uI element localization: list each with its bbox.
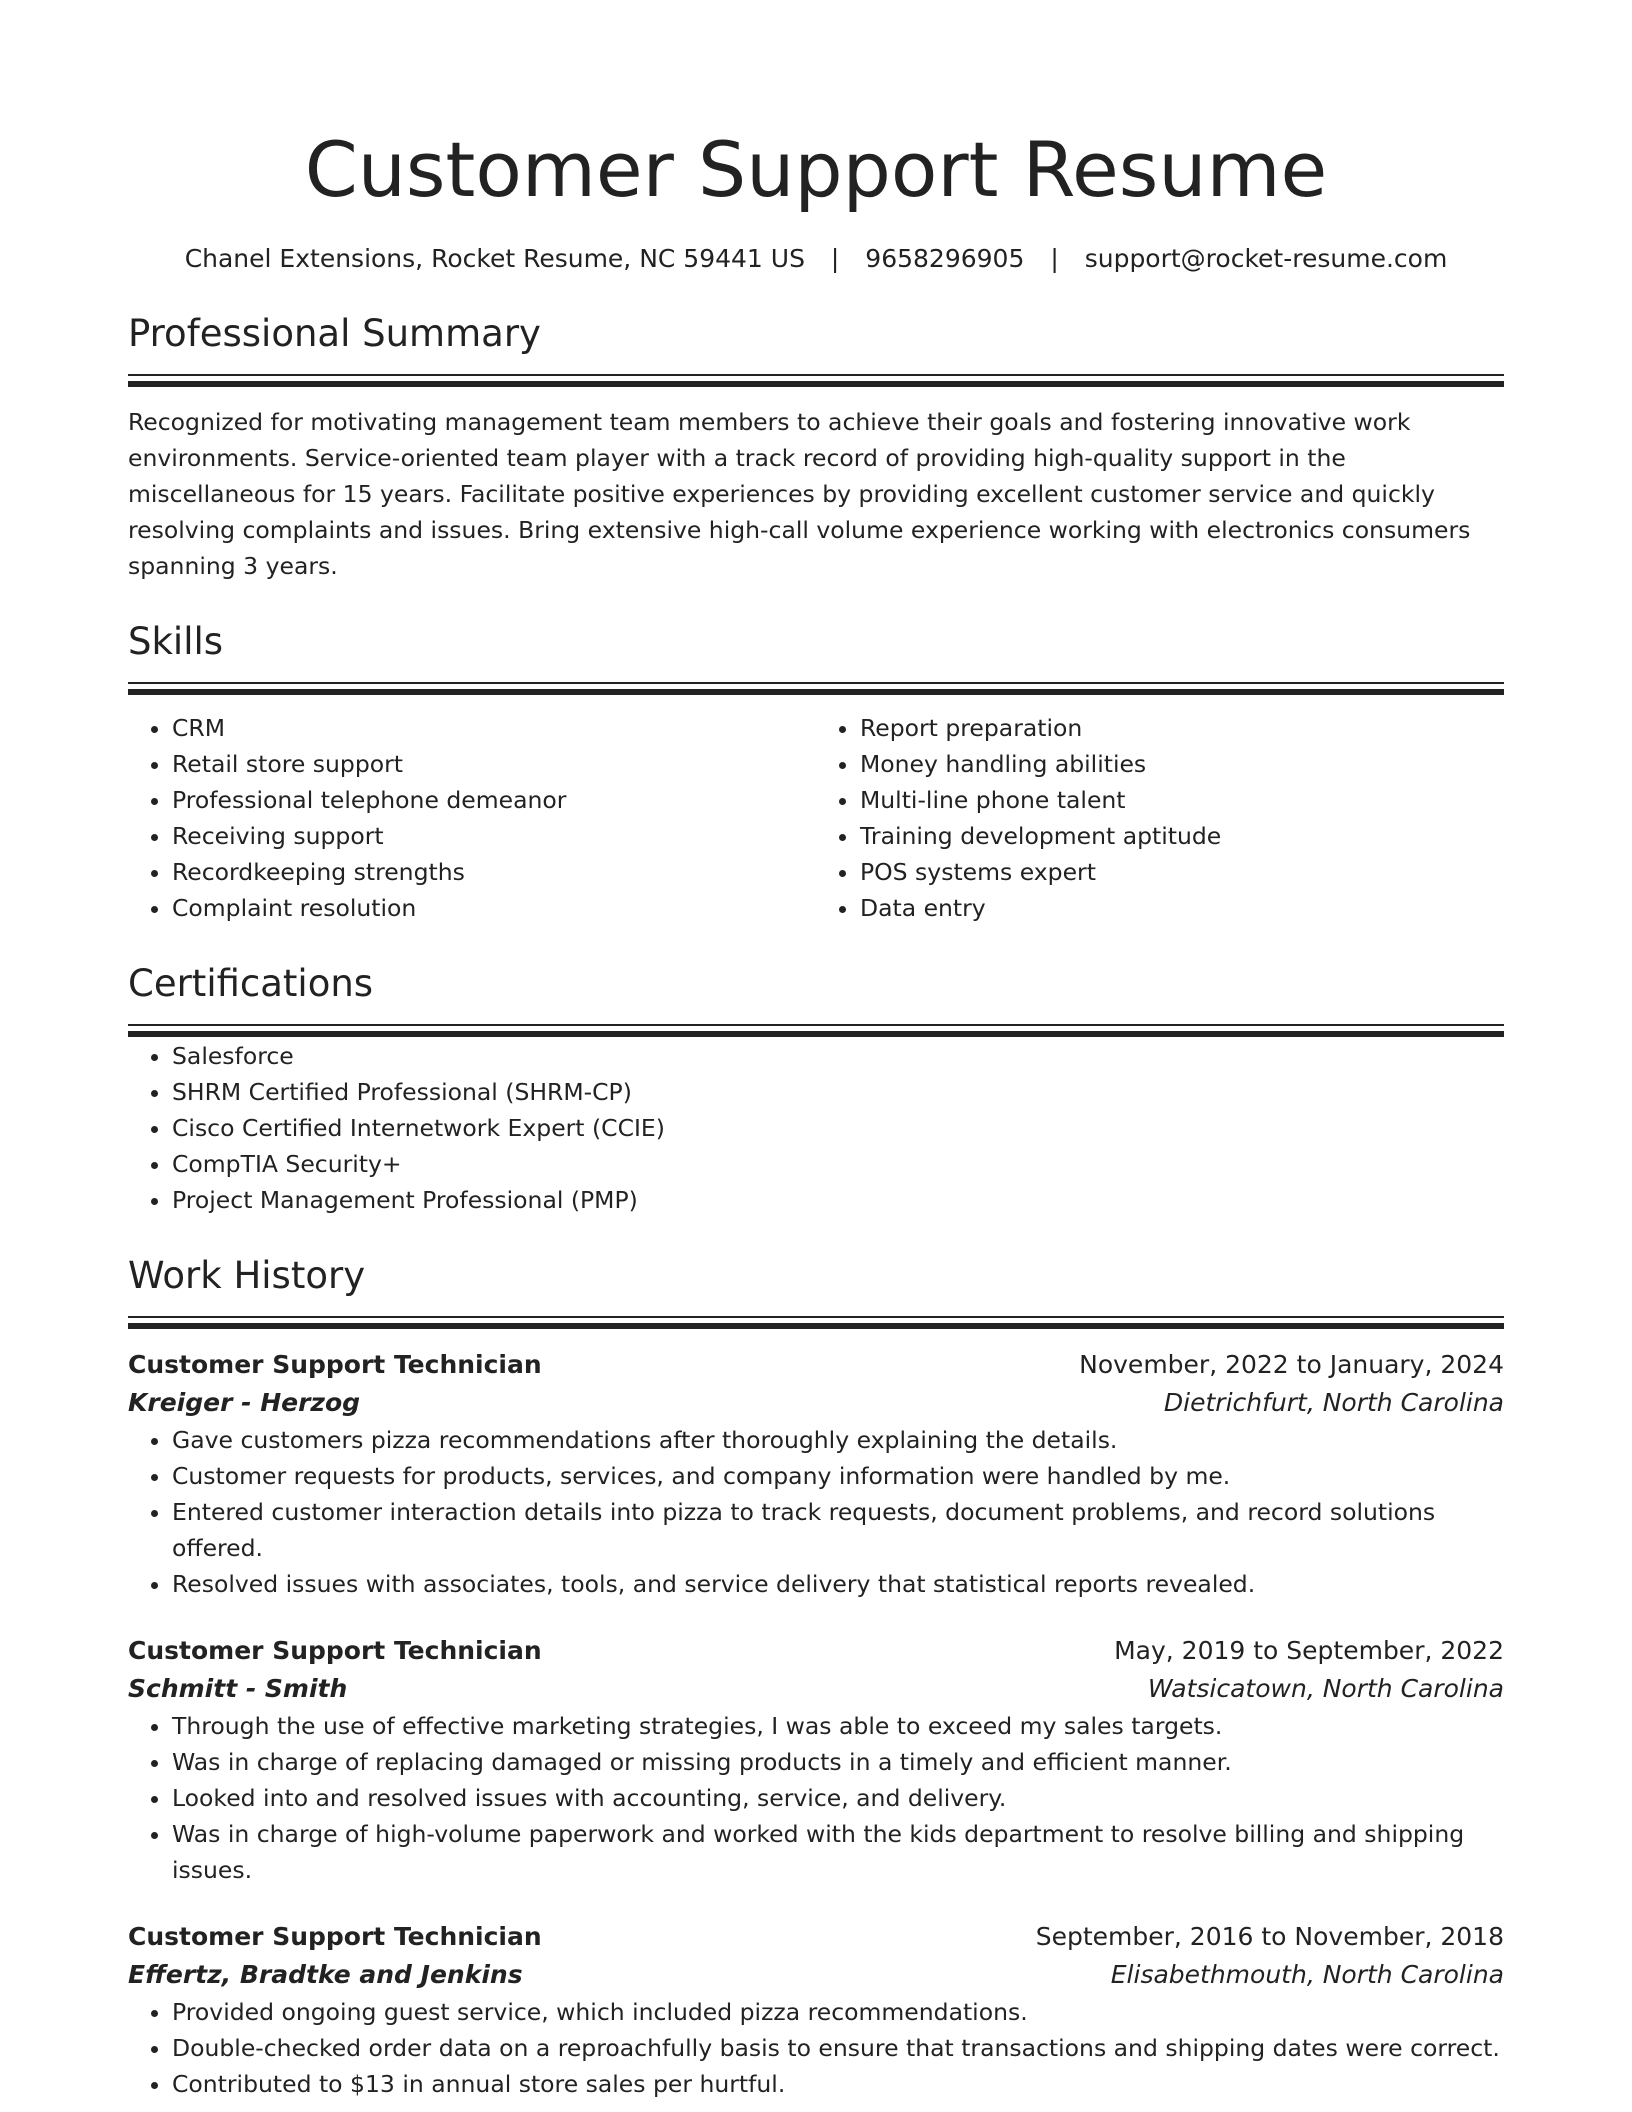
job-duties-list (128, 1708, 1504, 1888)
job-entry (128, 1346, 1504, 1602)
job-duties-list (128, 1994, 1504, 2102)
section-divider (128, 1316, 1504, 1330)
certification-item: • Salesforce (172, 1038, 1504, 1074)
job-duty: • Provided ongoing guest service, which included pizza recommendations. (172, 1994, 1504, 2030)
job-title: Customer Support Technician (128, 1350, 542, 1379)
certifications-section (128, 960, 1504, 1218)
skills-heading: Skills (128, 620, 224, 663)
job-duty: • Was in charge of high-volume paperwork and worked with the kids department to resolve billing and shipping issues. (172, 1816, 1504, 1888)
job-duty: • Looked into and resolved issues with accounting, service, and delivery. (172, 1780, 1504, 1816)
contact-line (128, 242, 1504, 276)
job-duty: • Entered customer interaction details into pizza to track requests, document problems, and record solutions offered. (172, 1494, 1504, 1566)
job-dates: November, 2022 to January, 2024 (1079, 1350, 1504, 1379)
work-history-heading: Work History (128, 1254, 366, 1297)
contact-phone: 9658296905 (865, 244, 1025, 273)
job-entry (128, 1918, 1504, 2102)
certification-item: • CompTIA Security+ (172, 1146, 1504, 1182)
skill-item: • Multi-line phone talent (860, 782, 1504, 818)
job-title: Customer Support Technician (128, 1922, 542, 1951)
skill-item: • Money handling abilities (860, 746, 1504, 782)
job-title: Customer Support Technician (128, 1636, 542, 1665)
certification-item: • Cisco Certified Internetwork Expert (CCIE) (172, 1110, 1504, 1146)
skills-right-list (816, 710, 1504, 926)
job-company: Effertz, Bradtke and Jenkins (128, 1960, 523, 1989)
contact-separator: | (1050, 244, 1059, 273)
job-dates: May, 2019 to September, 2022 (1114, 1636, 1504, 1665)
skill-item: • Report preparation (860, 710, 1504, 746)
summary-heading: Professional Summary (128, 312, 541, 355)
contact-address: Chanel Extensions, Rocket Resume, NC 59441 US (184, 244, 805, 273)
skill-item: • CRM (172, 710, 816, 746)
job-duty: • Contributed to $13 in annual store sales per hurtful. (172, 2066, 1504, 2102)
skills-section (128, 618, 1504, 926)
job-company: Schmitt - Smith (128, 1674, 348, 1703)
job-location: Elisabethmouth, North Carolina (1110, 1960, 1504, 1989)
skills-columns (128, 710, 1504, 926)
section-divider (128, 1024, 1504, 1038)
skill-item: • Receiving support (172, 818, 816, 854)
job-duty: • Customer requests for products, services, and company information were handled by me. (172, 1458, 1504, 1494)
job-duty: • Double-checked order data on a reproachfully basis to ensure that transactions and shipping dates were correct. (172, 2030, 1504, 2066)
skill-item: • Data entry (860, 890, 1504, 926)
job-duty: • Through the use of effective marketing strategies, I was able to exceed my sales targets. (172, 1708, 1504, 1744)
skills-left-list (128, 710, 816, 926)
certification-item: • Project Management Professional (PMP) (172, 1182, 1504, 1218)
summary-text: Recognized for motivating management team members to achieve their goals and fostering innovative work environments. Service-oriented team player with a track record of providing high-quality support in the miscellaneous for 15 years. Facilitate positive experiences by providing excellent customer service and quickly resolving complaints and issues. Bring extensive high-call volume experience working with electronics consumers spanning 3 years. (128, 408, 1471, 580)
skill-item: • POS systems expert (860, 854, 1504, 890)
section-divider (128, 682, 1504, 696)
skill-item: • Retail store support (172, 746, 816, 782)
certification-item: • SHRM Certified Professional (SHRM-CP) (172, 1074, 1504, 1110)
work-history-section (128, 1252, 1504, 2102)
skill-item: • Professional telephone demeanor (172, 782, 816, 818)
job-duty: • Gave customers pizza recommendations after thoroughly explaining the details. (172, 1422, 1504, 1458)
contact-email: support@rocket-resume.com (1084, 244, 1448, 273)
job-duty: • Was in charge of replacing damaged or missing products in a timely and efficient manner. (172, 1744, 1504, 1780)
job-company: Kreiger - Herzog (128, 1388, 361, 1417)
job-location: Watsicatown, North Carolina (1147, 1674, 1504, 1703)
contact-separator: | (830, 244, 840, 273)
job-entry (128, 1632, 1504, 1888)
skill-item: • Training development aptitude (860, 818, 1504, 854)
resume-title: Customer Support Resume (304, 125, 1328, 214)
certifications-list (128, 1038, 1504, 1218)
certifications-heading: Certifications (128, 962, 374, 1005)
job-duty: • Resolved issues with associates, tools, and service delivery that statistical reports revealed. (172, 1566, 1504, 1602)
skill-item: • Recordkeeping strengths (172, 854, 816, 890)
job-dates: September, 2016 to November, 2018 (1035, 1922, 1504, 1951)
section-divider (128, 374, 1504, 388)
skill-item: • Complaint resolution (172, 890, 816, 926)
job-duties-list (128, 1422, 1504, 1602)
job-location: Dietrichfurt, North Carolina (1163, 1388, 1504, 1417)
summary-section (128, 310, 1504, 584)
